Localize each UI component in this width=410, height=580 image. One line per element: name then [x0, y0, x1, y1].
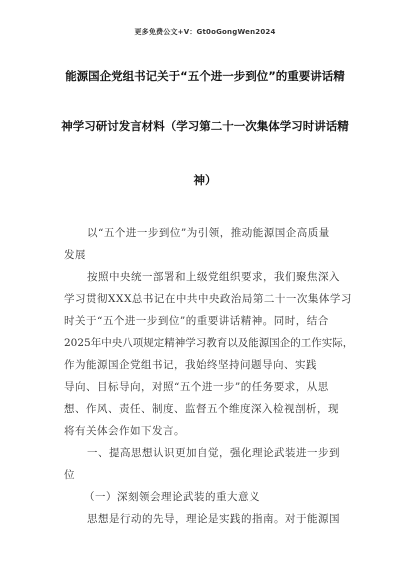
title-line-3 [0, 172, 410, 188]
body-line: 导向、目标导向，对照“五个进一步”的任务要求，从思 [64, 381, 329, 393]
body-line: 发展 [64, 249, 86, 261]
body-line: 将有关体会作如下发言。 [64, 425, 185, 437]
body-line: 作为能源国企党组书记，我始终坚持问题导向、实践 [64, 359, 317, 371]
body-line: 按照中央统一部署和上级党组织要求，我们聚焦深入 [87, 271, 340, 283]
body-line: 2025年中央八项规定精神学习教育以及能源国企的工作实际， [64, 337, 354, 349]
body-line: 位 [64, 469, 75, 481]
title-line-1: 能源国企党组书记关于“五个进一步到位”的重要讲话精 [65, 69, 345, 83]
title-line-3-text: 神） [193, 173, 217, 187]
body-line: 想、作风、责任、制度、监督五个维度深入检视剖析，现 [64, 403, 339, 415]
body-line: 思想是行动的先导，理论是实践的指南。对于能源国 [87, 513, 340, 525]
body-line: （一）深刻领会理论武装的重大意义 [84, 491, 260, 503]
body-line: 时关于“五个进一步到位”的重要讲话精神。同时，结合 [64, 315, 329, 327]
title-line-2: 神学习研讨发言材料（学习第二十一次集体学习时讲话精 [61, 119, 349, 133]
body-line: 学习贯彻XXX总书记在中共中央政治局第二十一次集体学习 [64, 293, 352, 305]
body-line: 以“五个进一步到位”为引领，推动能源国企高质量 [87, 227, 330, 239]
body-line: 一、提高思想认识更加自觉，强化理论武装进一步到 [87, 447, 340, 459]
page-header: 更多免费公文+V：Gt0oGongWen2024 [134, 28, 276, 36]
